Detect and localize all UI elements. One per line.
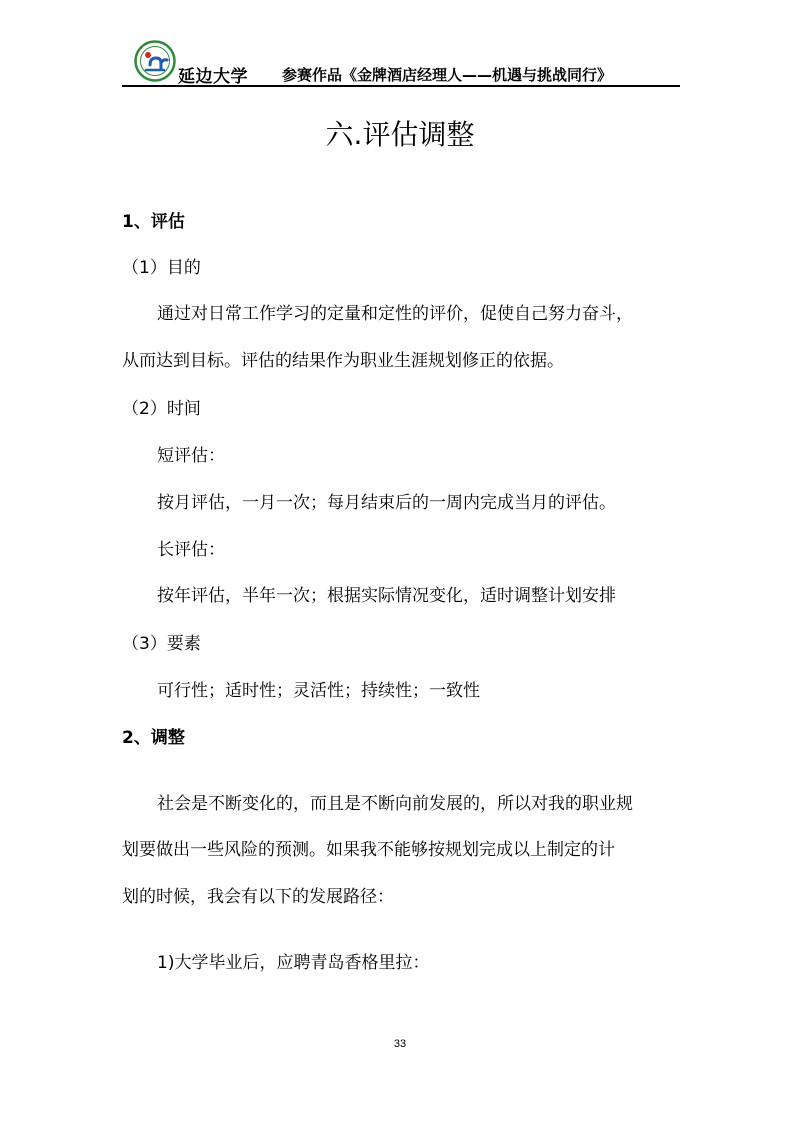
purpose-text-line1: 通过对日常工作学习的定量和定性的评价，促使自己努力奋斗， — [157, 304, 633, 324]
long-eval-text: 按年评估，半年一次；根据实际情况变化，适时调整计划安排 — [157, 586, 616, 606]
long-eval-label: 长评估： — [157, 540, 225, 560]
adjustment-text-line3: 划的时候，我会有以下的发展路径： — [122, 887, 394, 907]
work-title: 参赛作品《金牌酒店经理人——机遇与挑战同行》 — [282, 66, 613, 84]
section-heading-adjustment: 2、调整 — [122, 728, 185, 748]
university-name: 延边大学 — [178, 67, 248, 87]
page-number: 33 — [393, 1038, 407, 1050]
adjustment-text-line1: 社会是不断变化的，而且是不断向前发展的，所以对我的职业规 — [157, 794, 633, 814]
page-title: 六.评估调整 — [325, 118, 475, 151]
page-header — [122, 36, 680, 86]
adjustment-text-line2: 划要做出一些风险的预测。如果我不能够按规划完成以上制定的计 — [122, 840, 615, 860]
short-eval-text: 按月评估，一月一次；每月结束后的一周内完成当月的评估。 — [157, 493, 616, 513]
subheading-time: （2）时间 — [122, 399, 201, 419]
purpose-text-line2: 从而达到目标。评估的结果作为职业生涯规划修正的依据。 — [122, 351, 564, 371]
header-divider — [122, 85, 680, 87]
subheading-purpose: （1）目的 — [122, 258, 201, 278]
path-item-1: 1)大学毕业后，应聘青岛香格里拉： — [157, 953, 430, 973]
university-logo-icon — [134, 40, 176, 82]
section-heading-evaluation: 1、评估 — [122, 212, 185, 232]
elements-text: 可行性；适时性；灵活性；持续性；一致性 — [157, 681, 480, 701]
subheading-elements: （3）要素 — [122, 634, 201, 654]
short-eval-label: 短评估： — [157, 446, 225, 466]
